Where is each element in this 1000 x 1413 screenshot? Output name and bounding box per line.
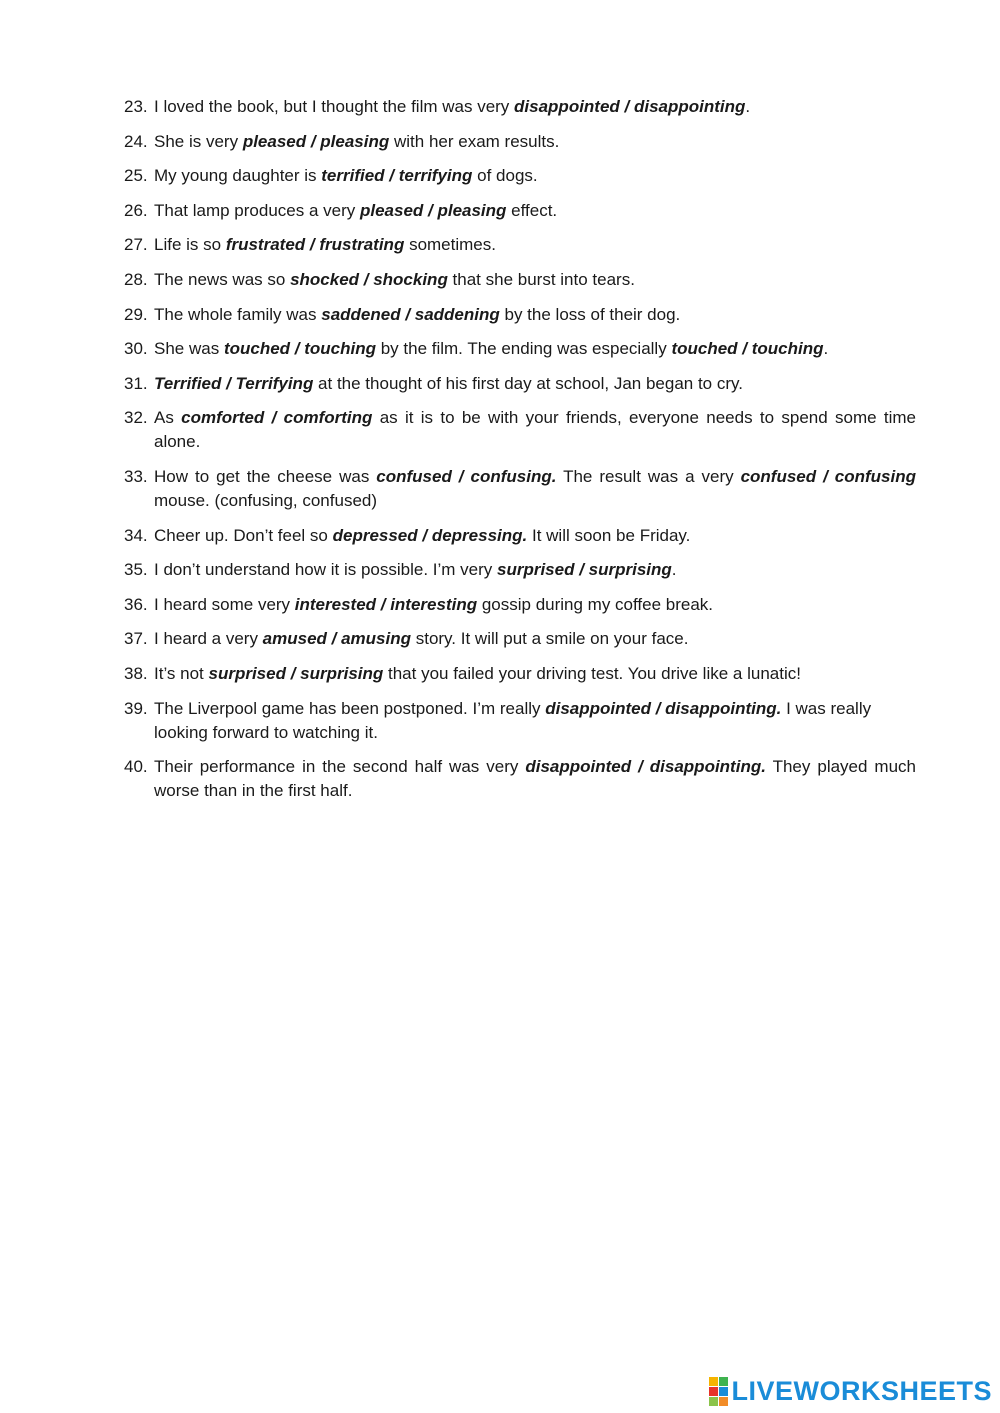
question-text-segment: that you failed your driving test. You drive like a lunatic! xyxy=(383,663,801,683)
question-number: 40. xyxy=(124,757,148,777)
question-item xyxy=(124,164,916,188)
answer-options[interactable]: confused / confusing. xyxy=(376,466,557,486)
question-text-segment: That lamp produces a very xyxy=(154,200,360,220)
question-text-segment: I don’t understand how it is possible. I’m very xyxy=(154,560,497,580)
question-text-segment: The Liverpool game has been postponed. I’m really xyxy=(154,698,546,718)
question-item xyxy=(124,755,916,803)
question-number: 26. xyxy=(124,200,148,220)
question-text xyxy=(154,268,916,292)
question-text xyxy=(154,130,916,154)
question-number: 35. xyxy=(124,560,148,580)
question-item xyxy=(124,95,916,119)
question-text-segment: I heard a very xyxy=(154,629,263,649)
liveworksheets-logo-icon xyxy=(709,1377,728,1406)
question-text xyxy=(154,524,916,548)
question-item xyxy=(124,268,916,292)
brand-name: LIVEWORKSHEETS xyxy=(731,1376,992,1406)
question-text xyxy=(154,199,916,223)
question-item xyxy=(124,406,916,454)
question-text-segment: . xyxy=(671,560,677,580)
question-number: 29. xyxy=(124,304,148,324)
question-text xyxy=(154,662,916,686)
question-text-segment: How to get the cheese was xyxy=(154,466,377,486)
question-text-segment: . xyxy=(823,339,829,359)
question-number: 24. xyxy=(124,131,148,151)
answer-options[interactable]: disappointed / disappointing. xyxy=(545,698,782,718)
question-text xyxy=(154,303,916,327)
question-text xyxy=(154,164,916,188)
question-text xyxy=(154,593,916,617)
question-number: 25. xyxy=(124,166,148,186)
question-text-segment: It’s not xyxy=(154,663,209,683)
question-text-segment: as it is to be with your friends, everyone needs to spend some time alone. xyxy=(154,408,917,452)
question-text-segment: Life is so xyxy=(154,235,226,255)
worksheet-question-list xyxy=(124,95,916,814)
question-text xyxy=(154,755,916,803)
answer-options[interactable]: amused / amusing xyxy=(262,629,411,649)
question-text xyxy=(154,406,916,454)
answer-options[interactable]: shocked / shocking xyxy=(290,269,448,289)
question-item xyxy=(124,233,916,257)
question-number: 36. xyxy=(124,594,148,614)
question-text-segment: with her exam results. xyxy=(389,131,560,151)
question-item xyxy=(124,465,916,513)
question-text-segment: of dogs. xyxy=(472,166,538,186)
question-text-segment: I loved the book, but I thought the film was very xyxy=(154,97,515,116)
answer-options[interactable]: pleased / pleasing xyxy=(359,200,507,220)
question-number: 31. xyxy=(124,373,148,393)
question-text-segment: sometimes. xyxy=(404,235,496,255)
question-text xyxy=(154,337,916,361)
liveworksheets-brand xyxy=(709,1376,992,1407)
question-text-segment: I was really looking forward to watching it. xyxy=(154,698,872,742)
question-text-segment: mouse. (confusing, confused) xyxy=(154,490,378,510)
question-text xyxy=(154,697,916,745)
answer-options[interactable]: pleased / pleasing xyxy=(242,131,390,151)
question-text-segment: that she burst into tears. xyxy=(447,269,635,289)
question-text-segment: As xyxy=(154,408,182,428)
question-item xyxy=(124,593,916,617)
answer-options[interactable]: interested / interesting xyxy=(294,594,478,614)
question-number: 38. xyxy=(124,663,148,683)
question-number: 28. xyxy=(124,269,148,289)
question-text-segment: The whole family was xyxy=(154,304,322,324)
question-item xyxy=(124,524,916,548)
question-text-segment: Cheer up. Don’t feel so xyxy=(154,525,333,545)
question-text xyxy=(154,465,916,513)
question-text-segment: She is very xyxy=(154,131,243,151)
question-number: 39. xyxy=(124,698,148,718)
question-text xyxy=(154,372,916,396)
question-text-segment: I heard some very xyxy=(154,594,295,614)
question-number: 30. xyxy=(124,339,148,359)
answer-options[interactable]: Terrified / Terrifying xyxy=(154,373,314,393)
question-item xyxy=(124,697,916,745)
answer-options[interactable]: touched / touching xyxy=(671,339,824,359)
question-item xyxy=(124,627,916,651)
question-item xyxy=(124,558,916,582)
answer-options[interactable]: touched / touching xyxy=(223,339,376,359)
answer-options[interactable]: surprised / surprising xyxy=(208,663,384,683)
answer-options[interactable]: disappointed / disappointing. xyxy=(525,757,766,777)
question-number: 27. xyxy=(124,235,148,255)
question-item xyxy=(124,337,916,361)
answer-options[interactable]: depressed / depressing. xyxy=(332,525,528,545)
question-item xyxy=(124,199,916,223)
question-text-segment: Their performance in the second half was very xyxy=(154,757,526,777)
question-text-segment: . xyxy=(745,97,751,116)
question-text-segment: effect. xyxy=(506,200,558,220)
question-number: 23. xyxy=(124,97,148,116)
question-item xyxy=(124,662,916,686)
question-text xyxy=(154,95,916,119)
question-number: 32. xyxy=(124,408,148,428)
question-text-segment: It will soon be Friday. xyxy=(527,525,691,545)
answer-options[interactable]: terrified / terrifying xyxy=(321,166,473,186)
question-text-segment: gossip during my coffee break. xyxy=(477,594,714,614)
question-item xyxy=(124,130,916,154)
question-text-segment: The news was so xyxy=(154,269,291,289)
answer-options[interactable]: confused / confusing xyxy=(740,466,917,486)
question-text xyxy=(154,558,916,582)
question-text-segment: The result was a very xyxy=(556,466,741,486)
answer-options[interactable]: comforted / comforting xyxy=(181,408,373,428)
question-text-segment: My young daughter is xyxy=(154,166,322,186)
question-text-segment: at the thought of his first day at school, Jan began to cry. xyxy=(313,373,743,393)
question-text-segment: She was xyxy=(154,339,224,359)
question-text-segment: by the film. The ending was especially xyxy=(375,339,672,359)
question-item xyxy=(124,303,916,327)
question-text xyxy=(154,233,916,257)
question-item xyxy=(124,372,916,396)
answer-options[interactable]: surprised / surprising xyxy=(497,560,672,580)
question-number: 33. xyxy=(124,466,148,486)
answer-options[interactable]: frustrated / frustrating xyxy=(225,235,405,255)
answer-options[interactable]: disappointed / disappointing xyxy=(514,97,746,116)
answer-options[interactable]: saddened / saddening xyxy=(321,304,500,324)
question-text xyxy=(154,627,916,651)
question-text-segment: They played much worse than in the first half. xyxy=(154,757,916,801)
question-number: 37. xyxy=(124,629,148,649)
question-text-segment: by the loss of their dog. xyxy=(499,304,681,324)
question-number: 34. xyxy=(124,525,148,545)
question-text-segment: story. It will put a smile on your face. xyxy=(411,629,689,649)
